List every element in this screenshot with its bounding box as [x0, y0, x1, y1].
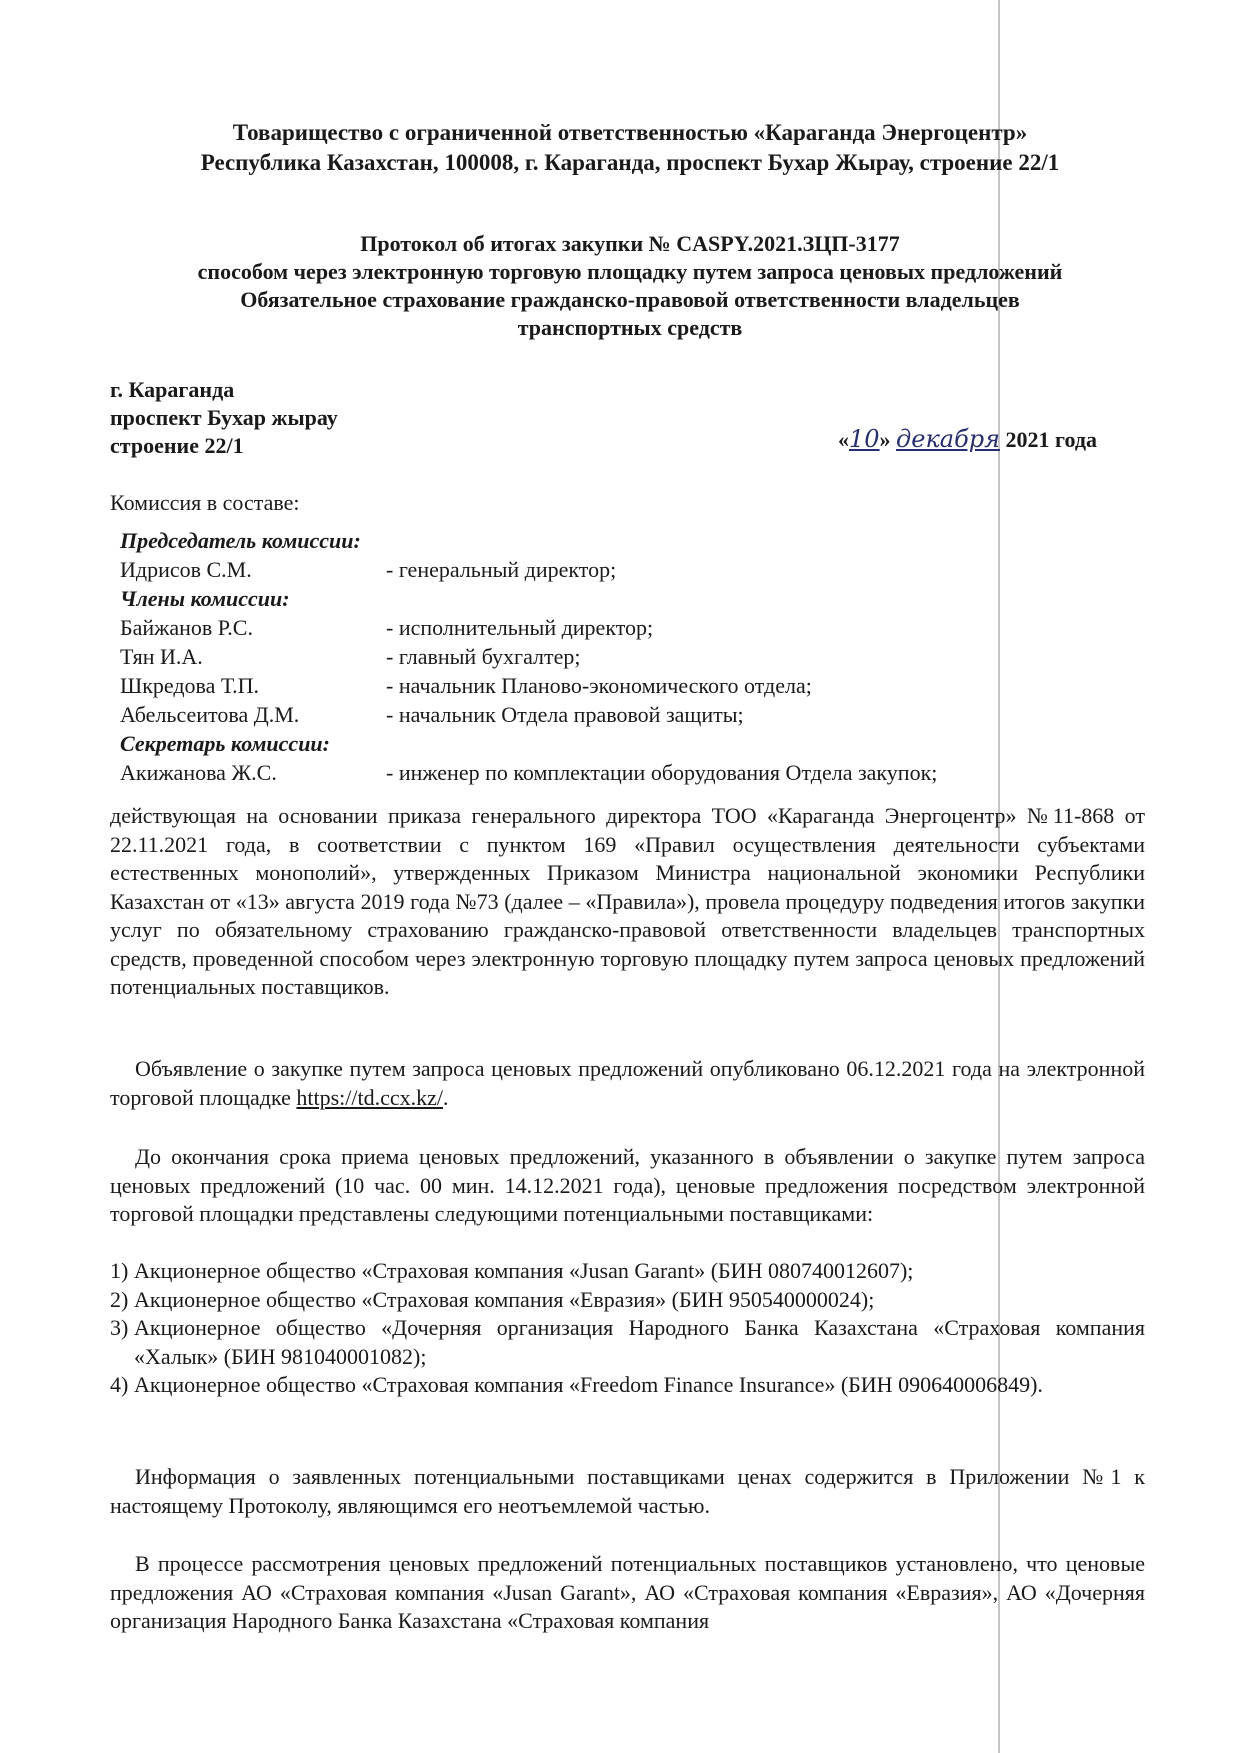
protocol-date: [838, 425, 1097, 454]
list-number: 1): [110, 1258, 129, 1283]
member-position: - исполнительный директор;: [386, 615, 654, 640]
commission-members: [120, 527, 1020, 788]
list-item: [110, 1314, 1145, 1371]
commission-intro: Комиссия в составе:: [110, 490, 300, 515]
announcement-end: .: [443, 1084, 449, 1110]
member-row: [120, 556, 1020, 585]
paragraph-announcement: [110, 1055, 1145, 1112]
list-item: [110, 1257, 1145, 1286]
list-item: [110, 1286, 1145, 1315]
date-year: 2021 года: [1005, 427, 1097, 452]
list-text: Акционерное общество «Дочерняя организация Народного Банка Казахстана «Страховая компания «Халык» (БИН 981040001082);: [134, 1315, 1145, 1369]
paragraph-review: В процессе рассмотрения ценовых предложений потенциальных поставщиков установлено, что ценовые предложения АО «Страховая компания «Jusan Garant», АО «Страховая компания «Евразия», АО «Дочерняя организация Народного Банка Казахстана «Страховая компания: [110, 1551, 1145, 1633]
announcement-text: Объявление о закупке путем запроса ценовых предложений опубликовано 06.12.2021 года на электронной торговой площадке: [110, 1056, 1145, 1110]
organization-address: Республика Казахстан, 100008, г. Караганда, проспект Бухар Жырау, строение 22/1: [200, 150, 1060, 175]
member-name: Идрисов С.М.: [120, 557, 252, 582]
paragraph-price-info: Информация о заявленных потенциальными поставщиками ценах содержится в Приложении №1 к настоящему Протоколу, являющимся его неотъемлемой частью.: [110, 1464, 1145, 1518]
list-text: Акционерное общество «Страховая компания «Freedom Finance Insurance» (БИН 090640006849).: [134, 1372, 1043, 1397]
place-street: проспект Бухар жырау: [110, 405, 338, 430]
date-close-quote: »: [879, 427, 891, 452]
title-line-1: Протокол об итогах закупки № CASPY.2021.ЗЦП-3177: [360, 231, 900, 256]
list-number: 4): [110, 1372, 129, 1397]
platform-link[interactable]: https://td.ccx.kz/: [296, 1084, 444, 1110]
member-position: - начальник Отдела правовой защиты;: [386, 702, 744, 727]
protocol-title: [110, 230, 1150, 342]
paragraph-offers: До окончания срока приема ценовых предложений, указанного в объявлении о закупке путем запроса ценовых предложений (10 час. 00 мин. 14.12.2021 года), ценовые предложения посредством электронной торговой площадки представлены следующими потенциальными поставщиками:: [110, 1144, 1145, 1226]
member-position: - начальник Планово-экономического отдела;: [386, 673, 812, 698]
member-row: [120, 643, 1020, 672]
chairman-label: Председатель комиссии:: [120, 528, 361, 553]
document-header: [110, 118, 1150, 178]
date-day-handwritten: 10: [849, 425, 880, 453]
member-name: Шкредова Т.П.: [120, 673, 260, 698]
member-position: - инженер по комплектации оборудования Отдела закупок;: [386, 760, 938, 785]
member-position: - генеральный директор;: [386, 557, 617, 582]
member-position: - главный бухгалтер;: [386, 644, 581, 669]
list-text: Акционерное общество «Страховая компания «Jusan Garant» (БИН 080740012607);: [134, 1258, 914, 1283]
place-block: [110, 376, 338, 460]
paragraph-basis: действующая на основании приказа генерального директора ТОО «Караганда Энергоцентр» №11-868 от 22.11.2021 года, в соответствии с пунктом 169 «Правил осуществления деятельности субъектами естественных монополий», утвержденных Приказом Министра национальной экономики Республики Казахстан от «13» августа 2019 года №73 (далее – «Правила»), провела процедуру подведения итогов закупки услуг по обязательному страхованию гражданско-правовой ответственности владельцев транспортных средств, проведенной способом через электронную торговую площадку путем запроса ценовых предложений потенциальных поставщиков.: [110, 803, 1145, 999]
members-label: Члены комиссии:: [120, 586, 290, 611]
title-line-2: способом через электронную торговую площадку путем запроса ценовых предложений: [197, 259, 1063, 284]
member-name: Байжанов Р.С.: [120, 615, 253, 640]
member-row: [120, 672, 1020, 701]
member-row: [120, 759, 1020, 788]
member-row: [120, 614, 1020, 643]
organization-name: Товарищество с ограниченной ответственностью «Караганда Энергоцентр»: [232, 120, 1028, 145]
secretary-label: Секретарь комиссии:: [120, 731, 330, 756]
date-open-quote: «: [838, 427, 849, 452]
member-row: [120, 701, 1020, 730]
member-name: Абельсеитова Д.М.: [120, 702, 300, 727]
list-text: Акционерное общество «Страховая компания «Евразия» (БИН 950540000024);: [134, 1286, 875, 1312]
title-line-3: Обязательное страхование гражданско-правовой ответственности владельцев: [240, 287, 1020, 312]
supplier-list: [110, 1257, 1145, 1400]
member-name: Акижанова Ж.С.: [120, 760, 277, 785]
list-number: 2): [110, 1286, 129, 1312]
place-city: г. Караганда: [110, 377, 235, 402]
place-building: строение 22/1: [110, 433, 244, 458]
list-item: [110, 1371, 1145, 1400]
date-month-handwritten: декабря: [896, 425, 1001, 453]
list-number: 3): [110, 1315, 129, 1340]
member-name: Тян И.А.: [120, 644, 203, 669]
title-line-4: транспортных средств: [517, 315, 743, 340]
